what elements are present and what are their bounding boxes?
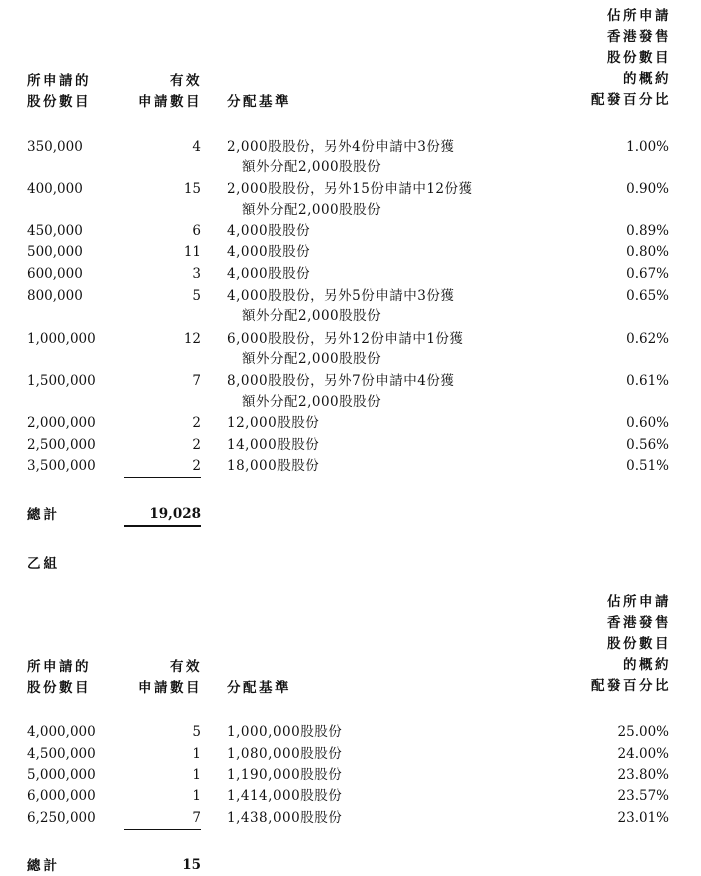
table-row-count: 1: [192, 767, 201, 783]
table-row-basis: 6,000股股份，另外12份申請中1份獲: [227, 331, 464, 347]
header-line: 配發百分比: [591, 92, 671, 108]
table-row-shares: 3,500,000: [27, 458, 96, 474]
table-row-count: 1: [192, 788, 201, 804]
table-row-basis: 12,000股股份: [227, 415, 320, 431]
table-row-pct: 23.57%: [617, 788, 669, 804]
header-line: 申請數目: [138, 680, 202, 696]
table-row-shares: 6,000,000: [27, 788, 96, 804]
table-row-basis: 1,190,000股股份: [227, 767, 343, 783]
table-row-pct: 24.00%: [617, 746, 669, 762]
table-row-count: 6: [192, 223, 201, 239]
table-row-pct: 0.80%: [626, 244, 669, 260]
group-b-header-pct: [560, 592, 671, 697]
table-row-basis-cont: 額外分配2,000股股份: [242, 159, 382, 175]
table-row-shares: 1,500,000: [27, 373, 96, 389]
table-row-shares: 450,000: [27, 223, 83, 239]
table-row-count: 12: [183, 331, 201, 347]
table-row-basis: 2,000股股份，另外4份申請中3份獲: [227, 139, 455, 155]
table-row-pct: 23.80%: [617, 767, 669, 783]
table-row-count: 11: [183, 244, 201, 260]
header-line: 股份數目: [607, 50, 671, 66]
table-row-pct: 1.00%: [626, 139, 669, 155]
subtotal-rule: [124, 477, 201, 478]
table-row-count: 2: [192, 458, 201, 474]
table-row-basis: 4,000股股份: [227, 244, 311, 260]
header-line: 所申請的: [27, 73, 91, 89]
header-line: 有效: [170, 73, 202, 89]
table-row-basis-cont: 額外分配2,000股股份: [242, 394, 382, 410]
group-b-total-value: 15: [182, 857, 201, 873]
table-row-count: 1: [192, 746, 201, 762]
table-row-basis-cont: 額外分配2,000股股份: [242, 308, 382, 324]
group-b-header-basis: 分配基準: [227, 680, 291, 696]
table-row-count: 15: [183, 181, 201, 197]
table-row-count: 4: [192, 139, 201, 155]
table-row-count: 3: [192, 266, 201, 282]
header-line: 股份數目: [27, 94, 91, 110]
header-line: 的概約: [623, 657, 671, 673]
group-b-header-valid: [120, 657, 202, 699]
group-a-header-valid: [120, 71, 202, 113]
table-row-shares: 2,500,000: [27, 437, 96, 453]
group-a-total-value: 19,028: [149, 506, 201, 522]
table-row-pct: 0.89%: [626, 223, 669, 239]
table-row-pct: 0.62%: [626, 331, 669, 347]
table-row-pct: 0.61%: [626, 373, 669, 389]
table-row-basis: 1,080,000股股份: [227, 746, 343, 762]
subtotal-rule: [124, 829, 201, 830]
table-row-count: 2: [192, 415, 201, 431]
table-row-shares: 6,250,000: [27, 810, 96, 826]
table-row-pct: 0.67%: [626, 266, 669, 282]
table-row-shares: 400,000: [27, 181, 83, 197]
group-a-total-label: 總計: [27, 507, 60, 523]
table-row-basis: 4,000股股份: [227, 266, 311, 282]
table-row-pct: 0.65%: [626, 288, 669, 304]
table-row-shares: 5,000,000: [27, 767, 96, 783]
table-row-basis-cont: 額外分配2,000股股份: [242, 202, 382, 218]
table-row-count: 7: [192, 810, 201, 826]
table-row-shares: 800,000: [27, 288, 83, 304]
table-row-basis: 1,414,000股股份: [227, 788, 343, 804]
header-line: 香港發售: [607, 29, 671, 45]
group-b-header-applied: [27, 657, 91, 699]
table-row-shares: 350,000: [27, 139, 83, 155]
table-row-basis: 18,000股股份: [227, 458, 320, 474]
group-a-header-applied: [27, 71, 91, 113]
table-row-shares: 500,000: [27, 244, 83, 260]
header-line: 的概約: [623, 71, 671, 87]
table-row-count: 5: [192, 724, 201, 740]
table-row-pct: 0.51%: [626, 458, 669, 474]
table-row-pct: 23.01%: [617, 810, 669, 826]
group-b-title: 乙組: [27, 556, 60, 572]
table-row-shares: 2,000,000: [27, 415, 96, 431]
group-b-total-label: 總計: [27, 858, 60, 874]
table-row-basis: 8,000股股份，另外7份申請中4份獲: [227, 373, 455, 389]
table-row-basis-cont: 額外分配2,000股股份: [242, 351, 382, 367]
header-line: 有效: [170, 659, 202, 675]
table-row-count: 5: [192, 288, 201, 304]
table-row-basis: 4,000股股份，另外5份申請中3份獲: [227, 288, 455, 304]
header-line: 香港發售: [607, 615, 671, 631]
table-row-basis: 2,000股股份，另外15份申請中12份獲: [227, 181, 473, 197]
table-row-basis: 14,000股股份: [227, 437, 320, 453]
table-row-pct: 0.90%: [626, 181, 669, 197]
group-a-header-basis: 分配基準: [227, 94, 291, 110]
table-row-pct: 0.60%: [626, 415, 669, 431]
table-row-count: 7: [192, 373, 201, 389]
table-row-basis: 4,000股股份: [227, 223, 311, 239]
header-line: 股份數目: [607, 636, 671, 652]
header-line: 佔所申請: [607, 8, 671, 24]
table-row-pct: 25.00%: [617, 724, 669, 740]
table-row-shares: 4,500,000: [27, 746, 96, 762]
table-row-shares: 600,000: [27, 266, 83, 282]
header-line: 股份數目: [27, 680, 91, 696]
header-line: 所申請的: [27, 659, 91, 675]
total-rule: [124, 525, 201, 527]
table-row-basis: 1,000,000股股份: [227, 724, 343, 740]
table-row-shares: 1,000,000: [27, 331, 96, 347]
table-row-basis: 1,438,000股股份: [227, 810, 343, 826]
table-row-count: 2: [192, 437, 201, 453]
table-row-pct: 0.56%: [626, 437, 669, 453]
header-line: 配發百分比: [591, 678, 671, 694]
header-line: 佔所申請: [607, 594, 671, 610]
group-a-header-pct: [560, 6, 671, 111]
table-row-shares: 4,000,000: [27, 724, 96, 740]
header-line: 申請數目: [138, 94, 202, 110]
